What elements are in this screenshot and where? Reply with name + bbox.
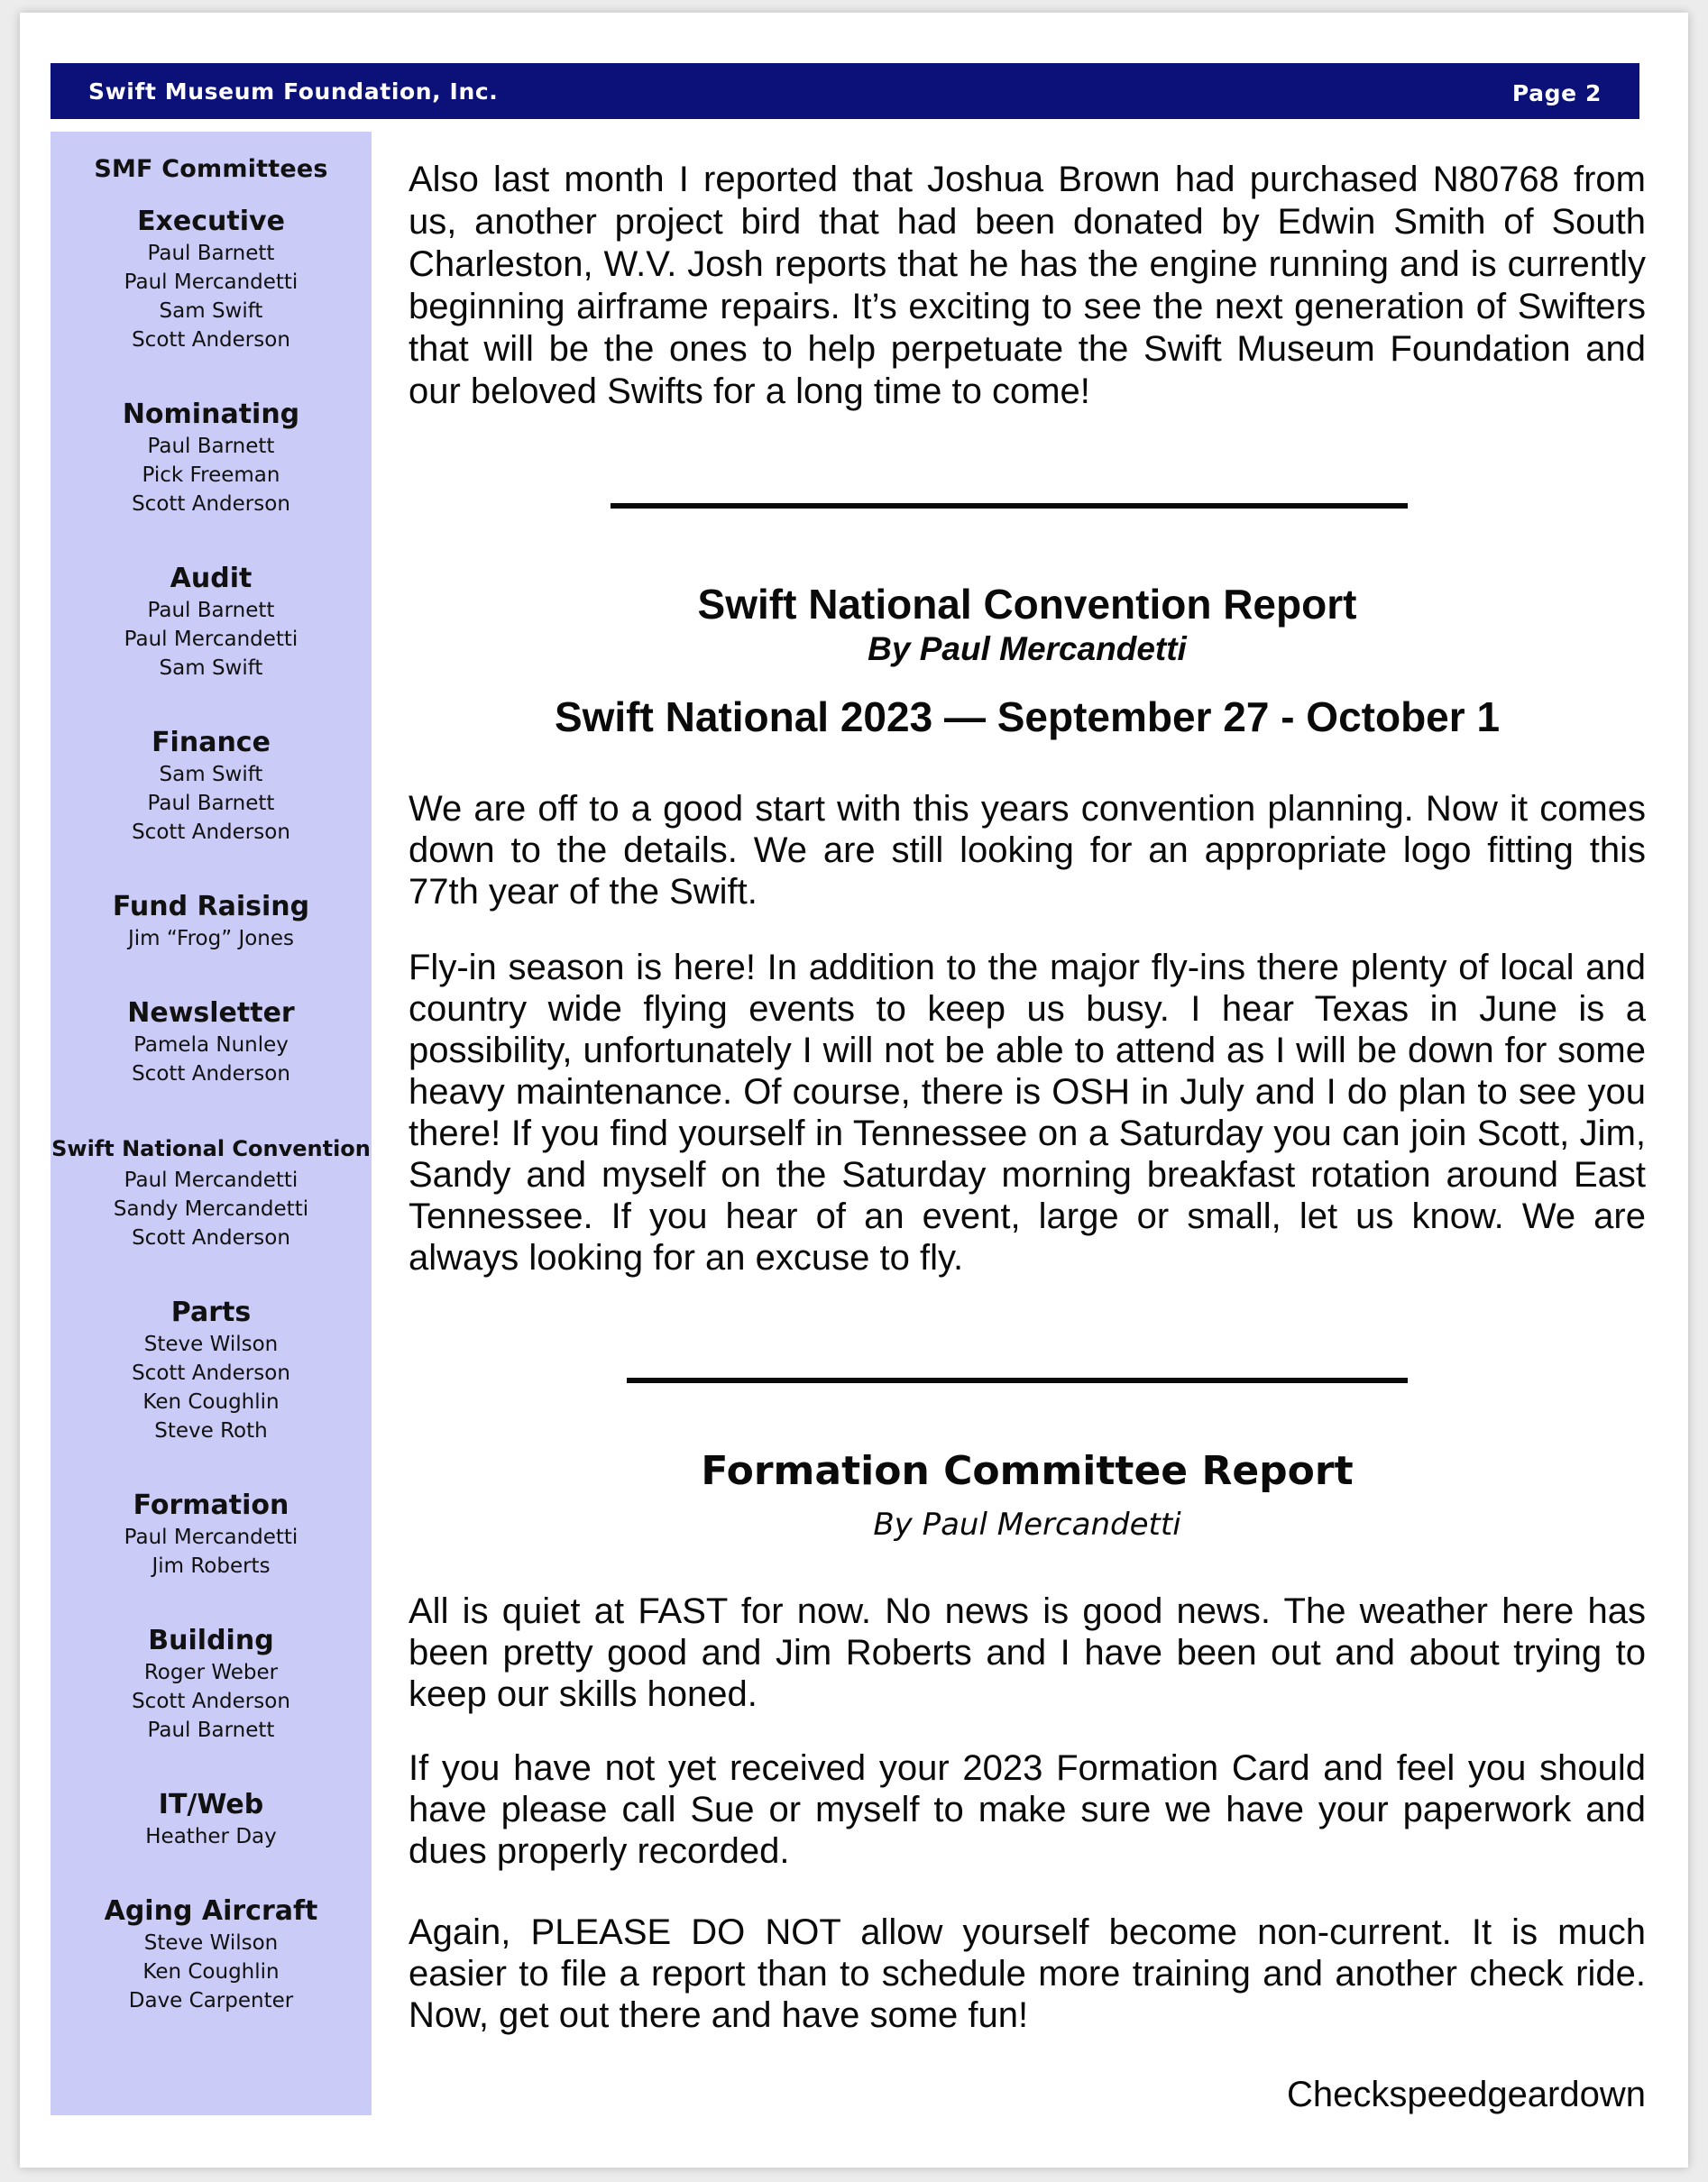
committee-member: Paul Barnett xyxy=(147,435,275,458)
committee-members xyxy=(51,1523,372,1581)
committee-name: Formation xyxy=(133,1490,289,1521)
committee-block xyxy=(51,726,372,847)
section-divider xyxy=(611,503,1408,509)
committee-members xyxy=(51,432,372,518)
committee-block xyxy=(51,996,372,1088)
committee-members xyxy=(51,760,372,847)
committee-member: Paul Barnett xyxy=(147,792,275,815)
committee-member: Scott Anderson xyxy=(132,1690,290,1713)
formation-report-byline: By Paul Mercandetti xyxy=(873,1507,1181,1543)
committee-members xyxy=(51,596,372,683)
committee-member: Steve Wilson xyxy=(143,1333,279,1356)
committee-block xyxy=(51,1894,372,2015)
intro-paragraph: Also last month I reported that Joshua Brown had purchased N80768 from us, another project bird that had been donated by Edwin Smith of South Charleston, W.V. Josh reports that he has the engine running and is currently beginning airframe repairs. It’s exciting to see the next generation of Swifters that will be the ones to help perpetuate the Swift Museum Foundation and our beloved Swifts for a long time to come! xyxy=(409,160,1646,411)
committee-name: IT/Web xyxy=(158,1789,264,1820)
committee-member: Roger Weber xyxy=(143,1661,279,1684)
committee-members xyxy=(51,1166,372,1252)
committee-member: Dave Carpenter xyxy=(128,1989,294,2012)
convention-report-title: Swift National Convention Report xyxy=(697,581,1357,628)
committee-member: Steve Roth xyxy=(154,1419,268,1443)
committee-member: Steve Wilson xyxy=(143,1931,279,1955)
committee-member: Scott Anderson xyxy=(132,821,290,844)
committee-member: Ken Coughlin xyxy=(142,1390,280,1414)
committee-member: Paul Mercandetti xyxy=(124,1169,298,1192)
committee-block xyxy=(51,1788,372,1851)
committee-member: Sam Swift xyxy=(159,299,263,323)
committee-name: Finance xyxy=(152,727,271,758)
committee-members xyxy=(51,1929,372,2015)
committee-member: Scott Anderson xyxy=(132,1226,290,1250)
formation-paragraph: If you have not yet received your 2023 Formation Card and feel you should have please call Sue or myself to make sure we have your paperwork and dues properly recorded. xyxy=(409,1748,1646,1871)
committee-members xyxy=(51,924,372,953)
committee-member: Paul Barnett xyxy=(147,1719,275,1742)
formation-report-title: Formation Committee Report xyxy=(701,1448,1354,1494)
committee-member: Paul Mercandetti xyxy=(124,628,298,651)
committee-member: Ken Coughlin xyxy=(142,1960,280,1984)
committees-sidebar xyxy=(51,132,372,2115)
committee-members xyxy=(51,1658,372,1745)
committee-member: Pick Freeman xyxy=(142,463,280,487)
convention-paragraph: We are off to a good start with this years convention planning. Now it comes down to the details. We are still looking for an appropriate logo fitting this 77th year of the Swift. xyxy=(409,789,1646,912)
committee-name: Audit xyxy=(170,563,253,594)
committee-list xyxy=(51,205,372,2015)
committee-name: Fund Raising xyxy=(112,891,310,922)
committee-block xyxy=(51,398,372,518)
committee-members xyxy=(51,1031,372,1088)
committee-member: Scott Anderson xyxy=(132,1361,290,1385)
convention-paragraph: Fly-in season is here! In addition to the major fly-ins there plenty of local and country wide flying events to keep us busy. I hear Texas in June is a possibility, unfortunately I will not be able to attend as I will be down for some heavy maintenance. Of course, there is OSH in July and I do plan to see you there! If you find yourself in Tennessee on a Saturday you can join Scott, Jim, Sandy and myself on the Saturday morning breakfast rotation around East Tennessee. If you hear of an event, large or small, let us know. We are always looking for an excuse to fly. xyxy=(409,948,1646,1278)
committee-member: Scott Anderson xyxy=(132,1062,290,1086)
committee-name: Newsletter xyxy=(127,997,295,1029)
main-content xyxy=(409,159,1646,2114)
committee-block xyxy=(51,1624,372,1745)
committee-member: Paul Barnett xyxy=(147,242,275,265)
committee-member: Paul Mercandetti xyxy=(124,270,298,294)
committee-member: Pamela Nunley xyxy=(133,1033,289,1057)
committee-name: Executive xyxy=(137,206,285,237)
committee-member: Sam Swift xyxy=(159,763,263,786)
organization-name: Swift Museum Foundation, Inc. xyxy=(88,78,499,105)
committee-member: Jim “Frog” Jones xyxy=(127,927,295,950)
committee-block xyxy=(51,890,372,953)
committee-member: Scott Anderson xyxy=(132,328,290,352)
committee-members xyxy=(51,1330,372,1445)
page-number: Page 2 xyxy=(1511,80,1602,106)
committee-name: Building xyxy=(148,1625,274,1656)
committee-member: Sandy Mercandetti xyxy=(113,1197,309,1221)
committee-member: Jim Roberts xyxy=(152,1554,271,1578)
formation-paragraph: Again, PLEASE DO NOT allow yourself become non-current. It is much easier to file a report than to schedule more training and another check ride. Now, get out there and have some fun! xyxy=(409,1912,1646,2035)
formation-paragraph: All is quiet at FAST for now. No news is good news. The weather here has been pretty good and Jim Roberts and I have been out and about trying to keep our skills honed. xyxy=(409,1591,1646,1714)
committee-block xyxy=(51,562,372,683)
committee-members xyxy=(51,239,372,354)
committee-name: Swift National Convention xyxy=(51,1136,371,1161)
committee-block xyxy=(51,1489,372,1581)
committee-block xyxy=(51,1296,372,1445)
committee-name: Aging Aircraft xyxy=(104,1895,318,1927)
committee-member: Scott Anderson xyxy=(132,492,290,516)
signoff: Checkspeedgeardown xyxy=(1286,2075,1646,2114)
committee-block xyxy=(51,205,372,354)
committee-member: Heather Day xyxy=(145,1825,277,1848)
committee-members xyxy=(51,1822,372,1851)
committee-member: Sam Swift xyxy=(159,656,263,680)
committee-member: Paul Barnett xyxy=(147,599,275,622)
page-header xyxy=(51,63,1639,119)
section-divider xyxy=(627,1378,1408,1383)
committee-name: Nominating xyxy=(122,399,300,430)
convention-dates-heading: Swift National 2023 — September 27 - October 1 xyxy=(554,693,1501,740)
sidebar-title: SMF Committees xyxy=(94,155,328,183)
committee-name: Parts xyxy=(170,1297,252,1328)
committee-block xyxy=(51,1132,372,1252)
convention-report-byline: By Paul Mercandetti xyxy=(868,630,1187,667)
committee-member: Paul Mercandetti xyxy=(124,1526,298,1549)
